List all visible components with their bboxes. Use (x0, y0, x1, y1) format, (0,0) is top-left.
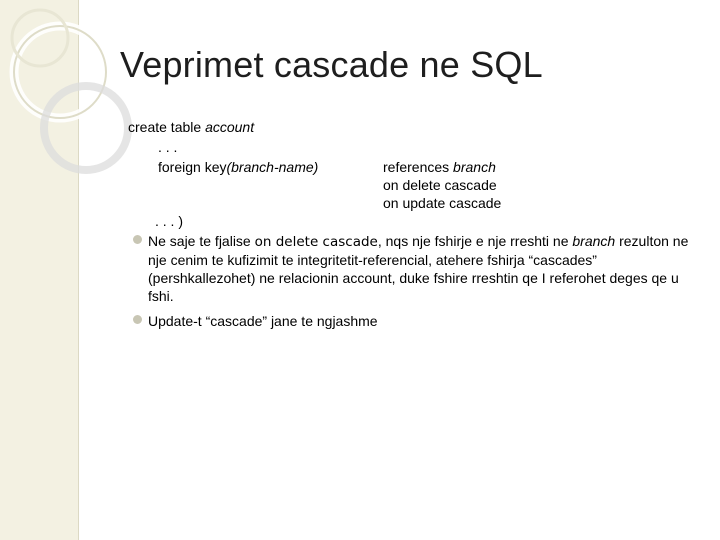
decorative-sidebar (0, 0, 79, 540)
ellipsis-line-1: . . . (158, 139, 178, 155)
bullet-list (133, 232, 705, 337)
foreign-key-keyword: foreign key (158, 159, 227, 175)
ellipsis-line-2: . . . ) (155, 213, 183, 229)
bullet-text-italic: branch (572, 233, 616, 249)
decorative-rings-icon (0, 0, 140, 200)
create-table-line (128, 118, 254, 136)
on-delete-line: on delete cascade (383, 177, 497, 193)
bullet-text-after: rezulton ne nje cenim te kufizimit te integritetit-referencial, atehere fshirja “cascades” (pershkallezohet) ne relacionin account, duke fshire rreshtin qe I referohet deges qe u fshi. (148, 233, 689, 304)
references-line (383, 158, 501, 176)
bullet-item-cascade-update (133, 312, 705, 330)
slide-title: Veprimet cascade ne SQL (120, 44, 543, 85)
references-name: branch (453, 159, 496, 175)
references-keyword: references (383, 159, 454, 175)
foreign-key-arg: (branch-name) (226, 159, 319, 175)
bullet-text-middle: , nqs nje fshirje e nje rreshti ne (377, 233, 573, 249)
bullet-item-cascade-delete (133, 232, 705, 305)
bullet-text-before: Ne saje te fjalise (148, 233, 255, 249)
references-block (383, 158, 501, 212)
foreign-key-line (158, 158, 318, 176)
bullet-text-strong: on delete cascade (254, 234, 378, 250)
table-name: account (205, 119, 255, 135)
bullet-text: Update-t “cascade” jane te ngjashme (148, 313, 378, 329)
bullet-icon (133, 315, 142, 324)
create-table-keyword: create table (128, 119, 206, 135)
bullet-icon (133, 235, 142, 244)
on-update-line: on update cascade (383, 195, 502, 211)
